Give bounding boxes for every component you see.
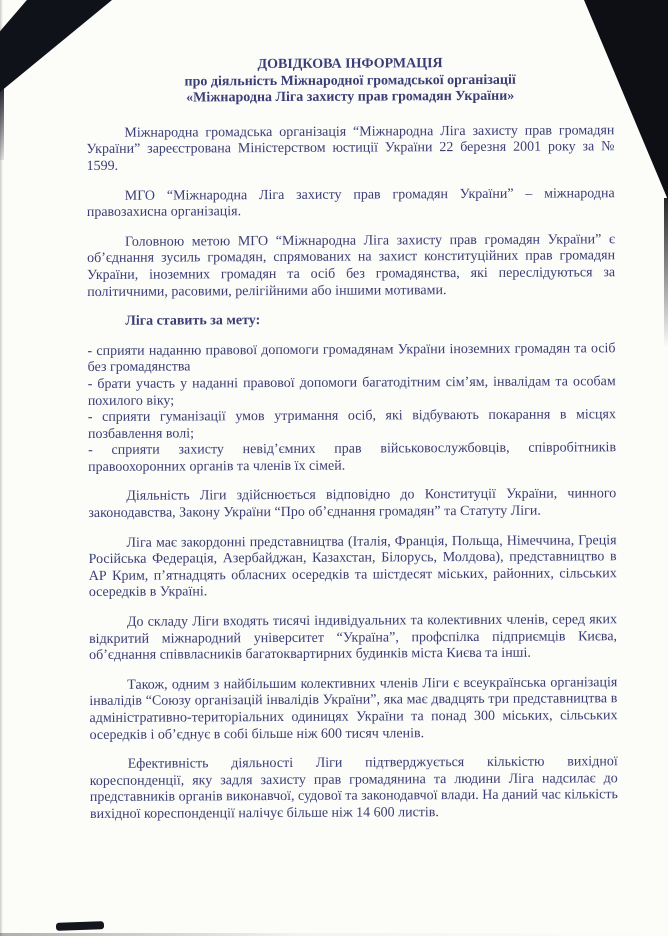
paragraph-collective-members: Також, одним з найбільшим колективних членів Ліги є всеукраїнська організація інвалідів “Союзу організацій інвалідів України”, яка має двадцять три представництва в адміністративно-територіальних одиницях України та понад 300 міських, сільських осередків і об’єднує в собі більше ніж 600 тисяч членів.: [89, 675, 618, 743]
scan-artifact-right-edge-strip: [664, 198, 668, 348]
paragraph-foreign-representations: Ліга має закордонні представництва (Італія, Франція, Польща, Німеччина, Греція Російська Федерація, Азербайджан, Казахстан, Білорусь, Молдова), представництво в АР Крим, п’ятнадцять обласних осередків та шістдесят міських, районних, сільських осередків в Україні.: [88, 532, 617, 601]
goals-heading: Ліга ставить за мету:: [125, 313, 261, 329]
paragraph-organization-type: МГО “Міжнародна Ліга захисту прав громадян України” – міжнародна правозахисна організація.: [86, 185, 615, 221]
goal-item: - брати участь у наданні правової допомоги багатодітним сім’ям, інвалідам та особам похилого віку;: [87, 374, 616, 409]
scan-artifact-left-edge-strip: [0, 88, 4, 160]
document-title-block: [86, 55, 614, 108]
title-line-1: ДОВІДКОВА ІНФОРМАЦІЯ: [257, 56, 443, 73]
title-line-3: «Міжнародна Ліга захисту прав громадян України»: [186, 88, 515, 106]
paragraph-membership: До складу Ліги входять тисячі індивідуальних та колективних членів, серед яких відкритий міжнародний університет “Україна”, профспілка підприємців Києва, об’єднання співвласників багатоквартирних будинків міста Києва та інші.: [89, 612, 618, 664]
goal-item: - сприяти гуманізації умов утримання осіб, які відбувають покарання в місцях позбавлення волі;: [87, 407, 616, 442]
goals-list: [87, 341, 616, 477]
goal-item: - сприяти захисту невід’ємних прав військовослужбовців, співробітників правоохоронних органів та членів їх сімей.: [88, 440, 617, 475]
title-line-2: про діяльність Міжнародної громадської організації: [184, 72, 516, 90]
document-body: [86, 55, 618, 836]
goal-item: - сприяти наданню правової допомоги громадянам України іноземних громадян та осіб без громадянства: [87, 340, 616, 376]
scan-artifact-bottom-mark: [56, 921, 104, 931]
paragraph-main-goal: Головною метою МГО “Міжнародна Ліга захисту прав громадян України” є об’єднання зусиль громадян, спрямованих на захист конституційних прав громадян України, іноземних громадян та осіб без громадянства, які переслідуються за політичними, расовими, релігійними або іншими мотивами.: [87, 231, 616, 300]
paragraph-effectiveness: Ефективність діяльності Ліги підтверджується кількістю вихідної кореспонденції, яку задля захисту прав громадянина та людини Ліга надсилає до представників органів виконавчої, судової та законодавчої влади. На даний час кількість вихідної кореспонденції налічує більше ніж 14 600 листів.: [89, 754, 618, 822]
paragraph-registration: Міжнародна громадська організація “Міжнародна Ліга захисту прав громадян України” зареєстрована Міністерством юстиції України 22 березня 2001 року за № 1599.: [86, 123, 615, 174]
paragraph-legal-basis: Діяльність Ліги здійснюється відповідно до Конституції України, чинного законодавства, Закону України “Про об’єднання громадян” та Статуту Ліги.: [88, 486, 617, 522]
